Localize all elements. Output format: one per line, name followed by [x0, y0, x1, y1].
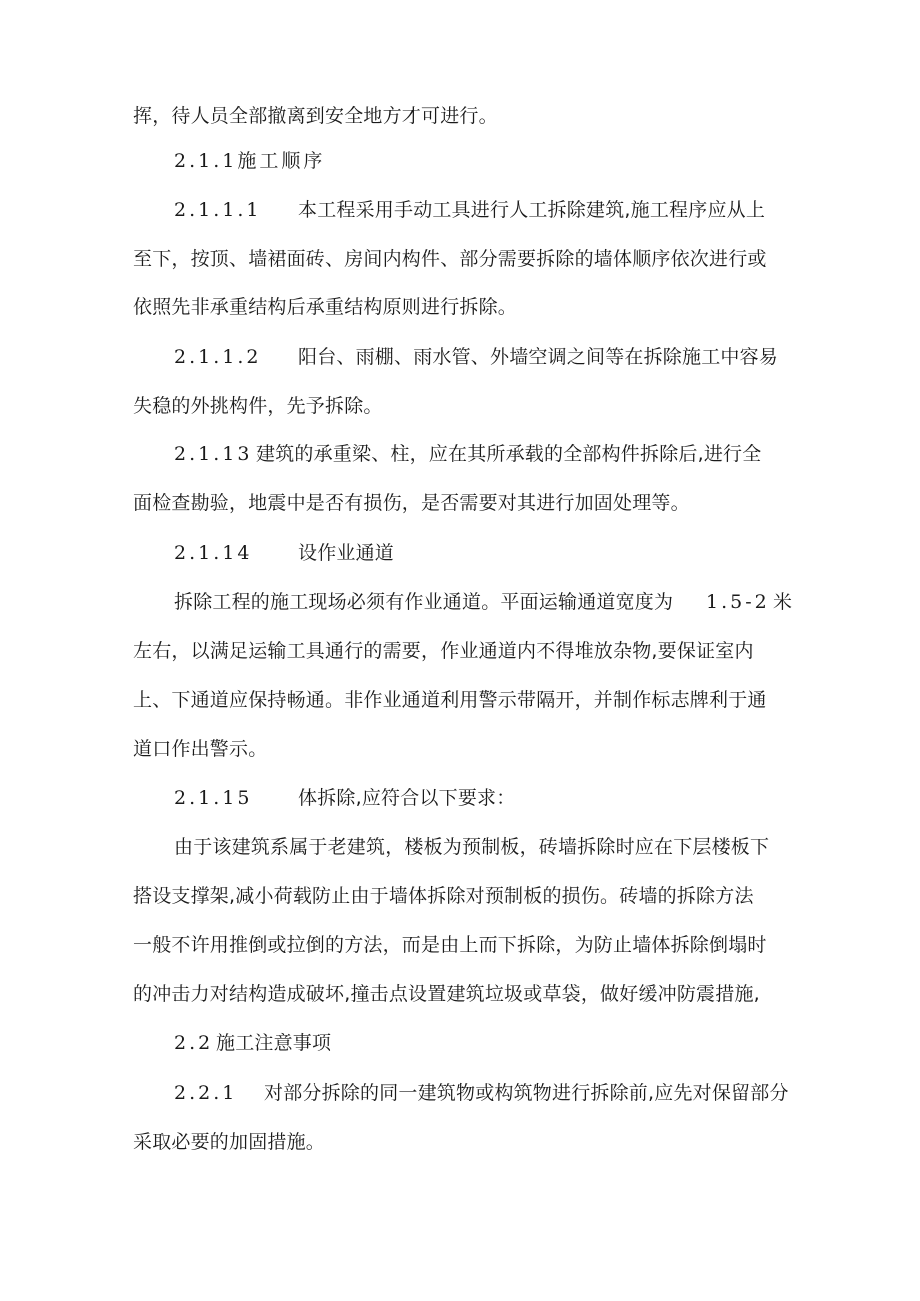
paragraph-line	[133, 393, 383, 419]
section-heading	[174, 1030, 213, 1056]
paragraph-line	[133, 103, 498, 129]
paragraph-line	[256, 441, 761, 467]
line-text: 失稳的外挑构件，先予拆除。	[133, 395, 383, 417]
line-text: 本工程采用手动工具进行人工拆除建筑,施工程序应从上	[298, 199, 766, 221]
line-text: 上、下通道应保持畅通。非作业通道利用警示带隔开，并制作标志牌利于通	[133, 689, 767, 711]
paragraph-line	[133, 638, 754, 664]
line-text: 采取必要的加固措施。	[133, 1131, 326, 1153]
line-text: 的冲击力对结构造成破坏,撞击点设置建筑垃圾或草袋，做好缓冲防震措施,	[133, 983, 760, 1005]
line-text: 阳台、雨棚、雨水管、外墙空调之间等在拆除施工中容易	[298, 346, 779, 368]
line-text: 搭设支撑架,减小荷载防止由于墙体拆除对预制板的损伤。砖墙的拆除方法	[133, 885, 754, 907]
width-value-text: 1.5-2	[706, 591, 770, 613]
line-text: 由于该建筑系属于老建筑，楼板为预制板，砖墙拆除时应在下层楼板下	[174, 836, 770, 858]
line-text: 依照先非承重结构后承重结构原则进行拆除。	[133, 296, 518, 318]
clause-number	[174, 540, 252, 566]
clause-number-text: 2.1.1.2	[174, 346, 262, 368]
clause-number-text: 2.1.15	[174, 787, 253, 809]
clause-number	[174, 344, 261, 370]
line-text: 道口作出警示。	[133, 738, 268, 760]
clause-number-text: 2.2.1	[174, 1082, 238, 1104]
clause-number-text: 2.1.13	[174, 443, 253, 465]
paragraph-line	[298, 785, 515, 811]
paragraph-line	[133, 883, 754, 909]
clause-number-text: 2.1.1.1	[174, 199, 262, 221]
paragraph-line	[174, 834, 769, 860]
clause-number	[174, 441, 252, 467]
clause-number	[174, 1080, 237, 1106]
paragraph-line	[706, 589, 770, 615]
paragraph-line	[133, 736, 267, 762]
line-text: 至下，按顶、墙裙面砖、房间内构件、部分需要拆除的墙体顺序依次进行或	[133, 248, 767, 270]
paragraph-line	[298, 344, 778, 370]
paragraph-line	[773, 589, 792, 615]
line-text: 挥，待人员全部撤离到安全地方才可进行。	[133, 105, 498, 127]
paragraph-line	[264, 1080, 789, 1106]
line-text: 对部分拆除的同一建筑物或构筑物进行拆除前,应先对保留部分	[264, 1082, 789, 1104]
paragraph-line	[133, 1129, 325, 1155]
line-text: 拆除工程的施工现场必须有作业通道。平面运输通道宽度为	[174, 591, 674, 613]
line-text: 体拆除,应符合以下要求：	[298, 787, 516, 809]
line-text: 设作业通道	[298, 542, 395, 564]
line-text: 面检查勘验，地震中是否有损伤，是否需要对其进行加固处理等。	[133, 492, 690, 514]
section-number: 2.2	[174, 1032, 214, 1054]
unit-text: 米	[773, 591, 793, 613]
line-text: 一般不许用推倒或拉倒的方法，而是由上而下拆除，为防止墙体拆除倒塌时	[133, 934, 767, 956]
paragraph-line	[133, 294, 517, 320]
clause-number	[174, 197, 261, 223]
paragraph-line	[174, 589, 673, 615]
paragraph-line	[298, 540, 394, 566]
line-text: 建筑的承重梁、柱，应在其所承载的全部构件拆除后,进行全	[256, 443, 762, 465]
paragraph-line	[133, 490, 690, 516]
section-heading	[216, 1030, 331, 1056]
paragraph-line	[133, 932, 767, 958]
paragraph-line	[133, 687, 767, 713]
clause-number	[174, 785, 252, 811]
paragraph-line	[133, 981, 760, 1007]
section-heading	[174, 148, 325, 174]
section-heading-text: 施工注意事项	[216, 1032, 332, 1054]
paragraph-line	[298, 197, 765, 223]
section-number-heading-text: 2.1.1施工顺序	[174, 150, 326, 172]
clause-number-text: 2.1.14	[174, 542, 253, 564]
paragraph-line	[133, 246, 767, 272]
line-text: 左右，以满足运输工具通行的需要，作业通道内不得堆放杂物,要保证室内	[133, 640, 754, 662]
